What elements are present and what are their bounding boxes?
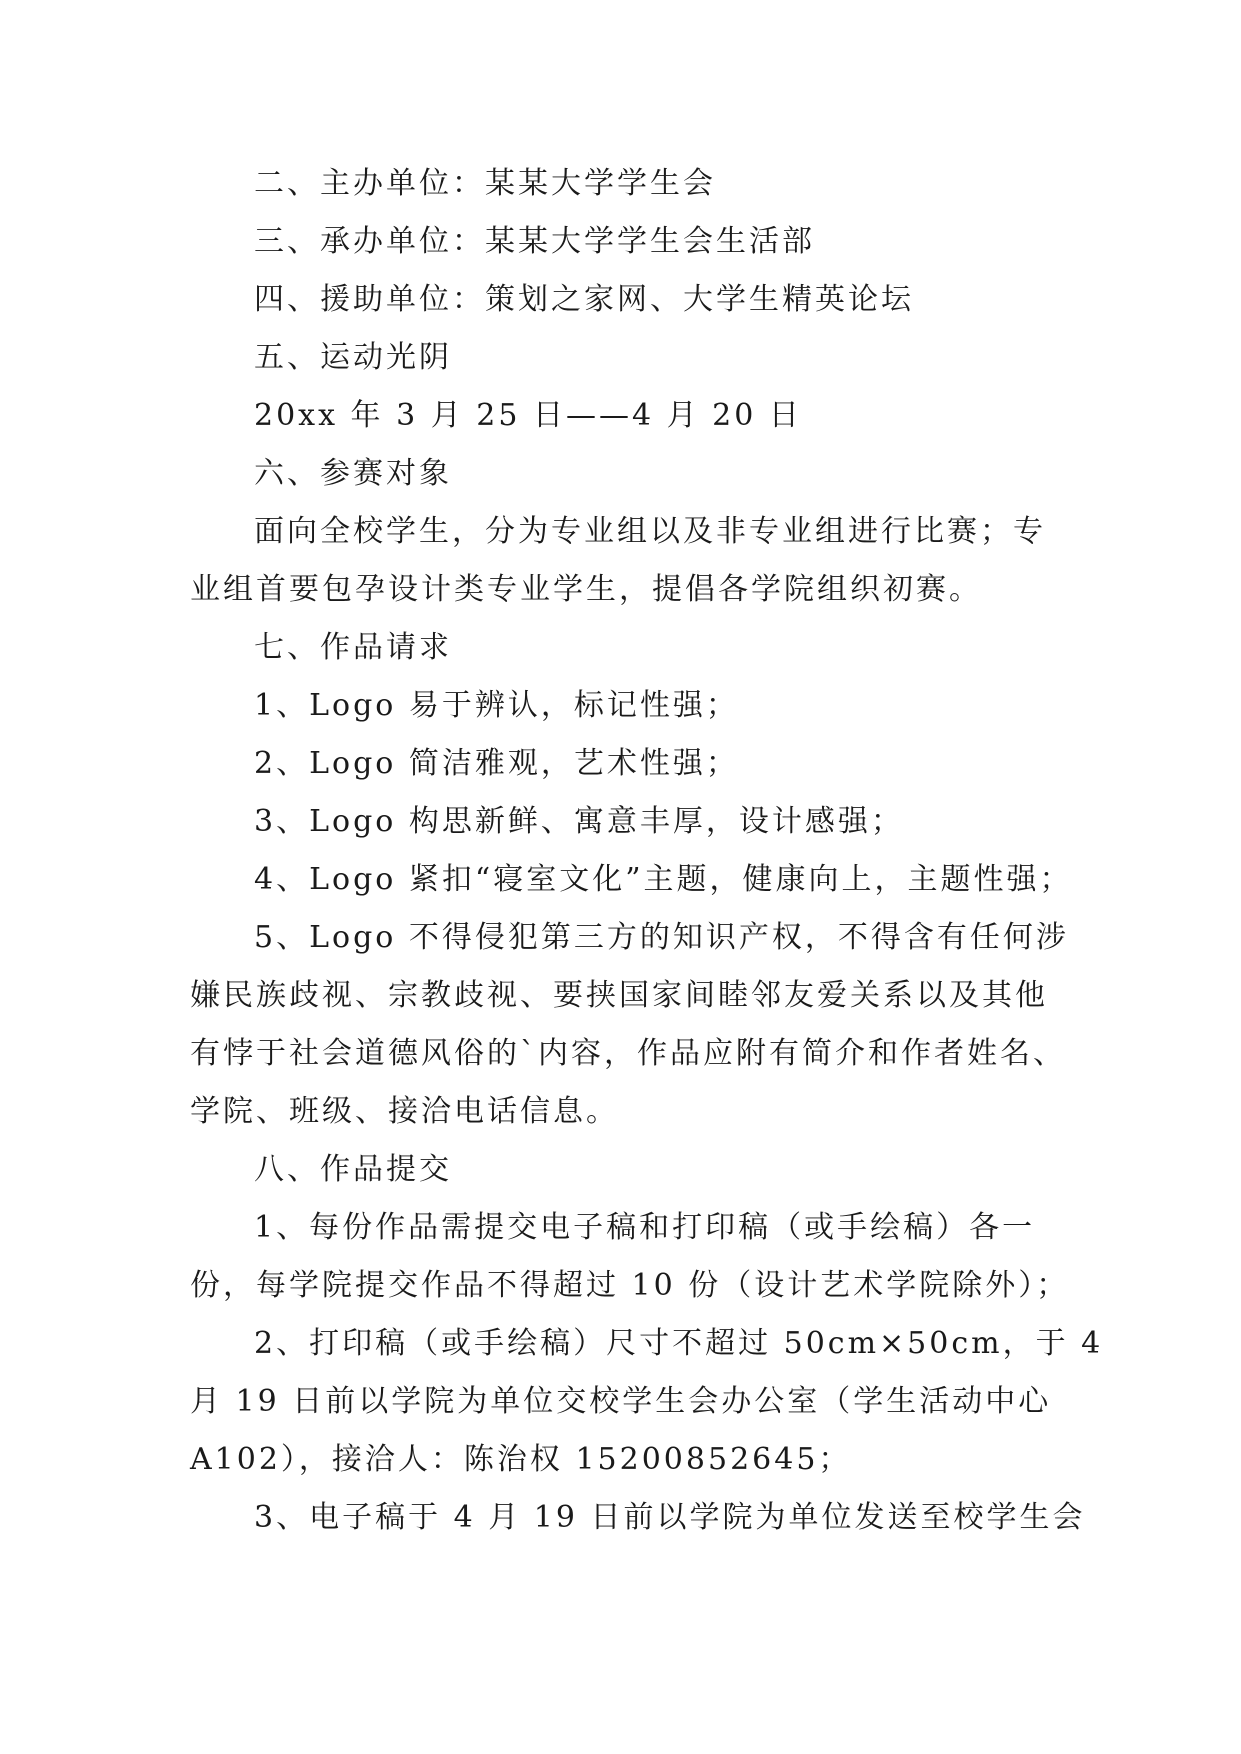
document-line: 三、承办单位：某某大学学生会生活部 xyxy=(254,224,815,259)
document-line: 1、Logo 易于辨认，标记性强； xyxy=(254,688,739,723)
document-line: 2、Logo 简洁雅观，艺术性强； xyxy=(254,746,739,781)
document-line: 八、作品提交 xyxy=(254,1152,452,1187)
document-line: 六、参赛对象 xyxy=(254,456,452,491)
document-line: 二、主办单位：某某大学学生会 xyxy=(254,166,716,201)
document-line: A102），接洽人：陈治权 15200852645； xyxy=(190,1442,852,1477)
document-line: 七、作品请求 xyxy=(254,630,452,665)
document-line: 2、打印稿（或手绘稿）尺寸不超过 50cm×50cm，于 4 xyxy=(254,1326,1104,1361)
document-line: 20xx 年 3 月 25 日——4 月 20 日 xyxy=(254,398,802,433)
document-line: 3、电子稿于 4 月 19 日前以学院为单位发送至校学生会 xyxy=(254,1500,1086,1535)
document-line: 1、每份作品需提交电子稿和打印稿（或手绘稿）各一 xyxy=(254,1210,1036,1245)
document-line: 业组首要包孕设计类专业学生，提倡各学院组织初赛。 xyxy=(190,572,982,607)
document-body xyxy=(190,155,1104,1547)
document-line: 嫌民族歧视、宗教歧视、要挟国家间睦邻友爱关系以及其他 xyxy=(190,978,1048,1013)
document-line: 面向全校学生，分为专业组以及非专业组进行比赛；专 xyxy=(254,514,1046,549)
document-line: 有悖于社会道德风俗的`内容，作品应附有简介和作者姓名、 xyxy=(190,1036,1066,1071)
document-line: 5、Logo 不得侵犯第三方的知识产权，不得含有任何涉 xyxy=(254,920,1069,955)
document-line: 3、Logo 构思新鲜、寓意丰厚，设计感强； xyxy=(254,804,904,839)
document-line: 份，每学院提交作品不得超过 10 份（设计艺术学院除外）； xyxy=(190,1268,1070,1303)
document-line: 月 19 日前以学院为单位交校学生会办公室（学生活动中心 xyxy=(190,1384,1052,1419)
document-line: 学院、班级、接洽电话信息。 xyxy=(190,1094,619,1129)
document-line: 四、援助单位：策划之家网、大学生精英论坛 xyxy=(254,282,914,317)
document-line: 4、Logo 紧扣“寝室文化”主题，健康向上，主题性强； xyxy=(254,862,1073,897)
document-line: 五、运动光阴 xyxy=(254,340,452,375)
